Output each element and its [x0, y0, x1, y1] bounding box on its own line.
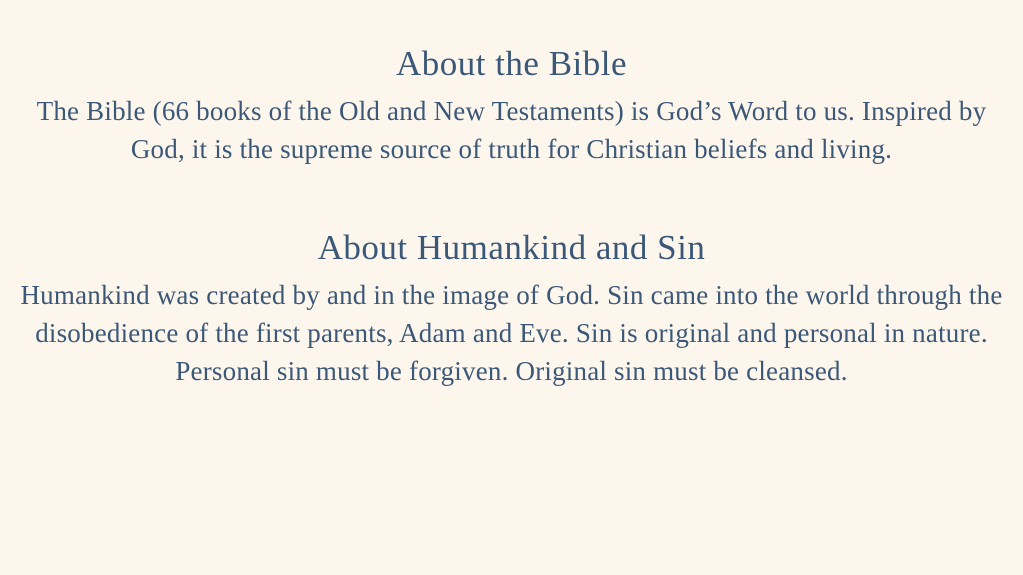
section-body-about-the-bible: The Bible (66 books of the Old and New Testaments) is God’s Word to us. Inspired by God, it is the supreme source of truth for Christian beliefs and living.	[36, 95, 987, 164]
section-about-humankind-and-sin	[18, 226, 1005, 390]
section-about-the-bible	[18, 42, 1005, 168]
section-heading-about-humankind-and-sin: About Humankind and Sin	[317, 227, 706, 267]
section-body-about-humankind-and-sin: Humankind was created by and in the image of God. Sin came into the world through the disobedience of the first parents, Adam and Eve. Sin is original and personal in nature. Personal sin must be forgiven. Original sin must be cleansed.	[20, 279, 1003, 386]
section-heading-about-the-bible: About the Bible	[395, 44, 628, 83]
